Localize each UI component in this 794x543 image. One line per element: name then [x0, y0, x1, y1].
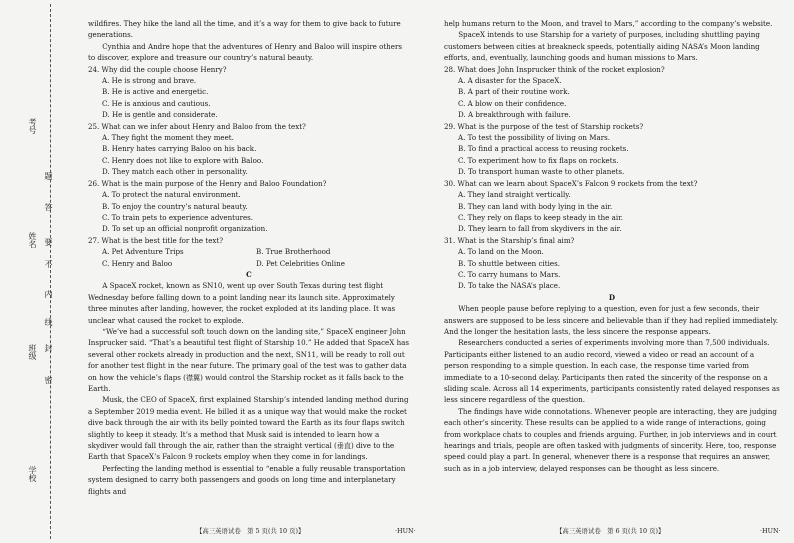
passage-paragraph: When people pause before replying to a question, even for just a few seconds, their answers are supposed to be less sincere and believable than if they had replied immediately. And the longer the hesitation lasts, the less sincere the response appears.: [444, 304, 779, 336]
option: B. He is active and energetic.: [102, 87, 209, 97]
passage-paragraph: help humans return to the Moon, and travel to Mars,” according to the company’s website.: [444, 19, 773, 28]
passage-paragraph: A SpaceX rocket, known as SN10, went up over South Texas during test flight Wednesday before falling down to a point landing near its launch site. Approximately three minutes after landing, however, the rocket exploded at its landing place. It was unclear what caused the rocket to explode.: [88, 281, 396, 325]
option: C. To train pets to experience adventures.: [102, 212, 254, 222]
option: D. To take the NASA’s place.: [458, 281, 561, 291]
option: C. To carry humans to Mars.: [458, 269, 561, 279]
left-column: [88, 18, 410, 497]
option: A. A disaster for the SpaceX.: [458, 76, 562, 86]
passage-paragraph: Perfecting the landing method is essential to “enable a fully reusable transportation system designed to carry both passengers and goods on long time and interplanetary flights and: [88, 463, 406, 496]
passage-paragraph: SpaceX intends to use Starship for a variety of purposes, including shuttling paying customers between cities at breakneck speeds, potentially aiding NASA’s Moon landing efforts, and, eventually, launching goods and human missions to Mars.: [444, 30, 760, 63]
passage-paragraph: The findings have wide connotations. Whenever people are interacting, they are judging each other’s sincerity. These results can be applied to a wide range of interactions, going from workplace chats to couples and friends arguing. Further, in job interviews and in court hearings and trials, people are often tasked with judgments of sincerity. Here, too, response speed could play a part. In general, whenever there is a response that requires an answer, such as in a job interview, delayed responses can be thought as less sincere.: [444, 406, 777, 473]
seal-word: 要: [44, 238, 53, 246]
xuexiao-label: 学校: [28, 466, 37, 482]
question-25: 25. What can we infer about Henry and Baloo from the text?: [88, 121, 306, 131]
section-heading: D: [608, 292, 616, 302]
seal-line: [50, 4, 51, 539]
option: A. To protect the natural environment.: [102, 190, 241, 200]
option: D. To set up an official nonprofit organization.: [102, 224, 268, 234]
option: A. Pet Adventure Trips: [102, 247, 184, 257]
option: D. They match each other in personality.: [102, 167, 248, 177]
option: B. Henry hates carrying Baloo on his back.: [102, 144, 257, 154]
page-footer-right: 【高三英语试卷 第 6 页(共 10 页)】: [556, 527, 665, 535]
option: C. A blow on their confidence.: [458, 98, 567, 108]
passage-paragraph: Musk, the CEO of SpaceX, first explained Starship’s intended landing method during a September 2019 media event. He billed it as a unique way that would make the rocket dive back through the air with its belly pointed toward the Earth as its four flaps switch slightly to keep it steady. It’s a method that Musk said is intended to learn how a skydiver would fall through the air, rather than the straight vertical (垂直) dive to the Earth that SpaceX’s Falcon 9 rockets employ when they come in for landings.: [88, 395, 409, 462]
seal-word: 不: [44, 260, 53, 268]
passage-line: Cynthia and Andre hope that the adventures of Henry and Baloo will inspire others to discover, explore and treasure our country’s natural beauty.: [88, 41, 402, 63]
option: C. Henry and Baloo: [102, 258, 173, 268]
option: C. They rely on flaps to keep steady in the air.: [458, 212, 623, 222]
option: C. Henry does not like to explore with Baloo.: [102, 155, 264, 165]
question-28: 28. What does John Insprucker think of the rocket explosion?: [444, 64, 665, 74]
passage-paragraph: “We’ve had a successful soft touch down on the landing site,” SpaceX engineer John Insprucker said. “That’s a beautiful test flight of Starship 10.” He added that SpaceX has several other rockets already in production and the next, SN11, will be ready to roll out for another test flight in the near future. The primary goal of the test was to gather data on how the vehicle’s flaps (襟翼) would control the Starship rocket as it falls back to the Earth.: [88, 326, 410, 393]
option: B. To enjoy the country’s natural beauty.: [102, 201, 248, 211]
page-code-left: ·HUN·: [395, 527, 416, 535]
question-27: 27. What is the best title for the text?: [88, 235, 224, 245]
passage-line: wildfires. They hike the land all the time, and it’s a way for them to give back to future generations.: [88, 19, 401, 40]
option: B. True Brotherhood: [256, 247, 331, 257]
seal-word: 答: [44, 203, 53, 211]
option-row: [88, 258, 410, 269]
option: A. They fight the moment they meet.: [102, 133, 234, 143]
question-29: 29. What is the purpose of the test of Starship rockets?: [444, 121, 644, 131]
option: A. He is strong and brave.: [102, 76, 197, 86]
option: A. They land straight vertically.: [458, 190, 571, 200]
question-31: 31. What is the Starship’s final aim?: [444, 235, 575, 245]
option: D. He is gentle and considerate.: [102, 110, 218, 120]
option-row: [88, 246, 410, 257]
page-footer-left: 【高三英语试卷 第 5 页(共 10 页)】: [196, 527, 305, 535]
kaohao-label: 考号: [28, 118, 37, 134]
option: C. He is anxious and cautious.: [102, 98, 211, 108]
option: D. Pet Celebrities Online: [256, 258, 345, 268]
passage-paragraph: Researchers conducted a series of experiments involving more than 7,500 individuals. Participants either listened to an audio record, viewed a video or read an account of a person responding to a simple question. In each case, the response time varied from immediate to a 10-second delay. Participants then rated the sincerity of the response on a sliding scale. Across all 14 experiments, participants consistently rated delayed responses as less sincere regardless of the question.: [444, 338, 780, 405]
option: A. To test the possibility of living on Mars.: [458, 133, 611, 143]
seal-word: 封: [44, 344, 53, 352]
option: B. A part of their routine work.: [458, 87, 570, 97]
option: D. They learn to fall from skydivers in the air.: [458, 224, 622, 234]
right-column: [444, 18, 780, 474]
banji-label: 班级: [28, 344, 37, 360]
page-code-right: ·HUN·: [760, 527, 781, 535]
binding-margin: [0, 0, 60, 543]
option: D. To transport human waste to other planets.: [458, 167, 625, 177]
question-26: 26. What is the main purpose of the Henry and Baloo Foundation?: [88, 178, 327, 188]
option: B. They can land with body lying in the air.: [458, 201, 613, 211]
seal-word: 线: [44, 318, 53, 326]
option: C. To experiment how to fix flaps on rockets.: [458, 155, 619, 165]
question-30: 30. What can we learn about SpaceX’s Falcon 9 rockets from the text?: [444, 178, 698, 188]
option: D. A breakthrough with failure.: [458, 110, 571, 120]
xingming-label: 姓名: [28, 232, 37, 248]
seal-word: 题: [44, 172, 53, 180]
option: B. To find a practical access to reusing rockets.: [458, 144, 629, 154]
option: B. To shuttle between cities.: [458, 258, 560, 268]
seal-word: 密: [44, 376, 53, 384]
section-heading: C: [246, 269, 252, 279]
seal-word: 内: [44, 290, 53, 298]
option: A. To land on the Moon.: [458, 247, 544, 257]
question-24: 24. Why did the couple choose Henry?: [88, 64, 227, 74]
